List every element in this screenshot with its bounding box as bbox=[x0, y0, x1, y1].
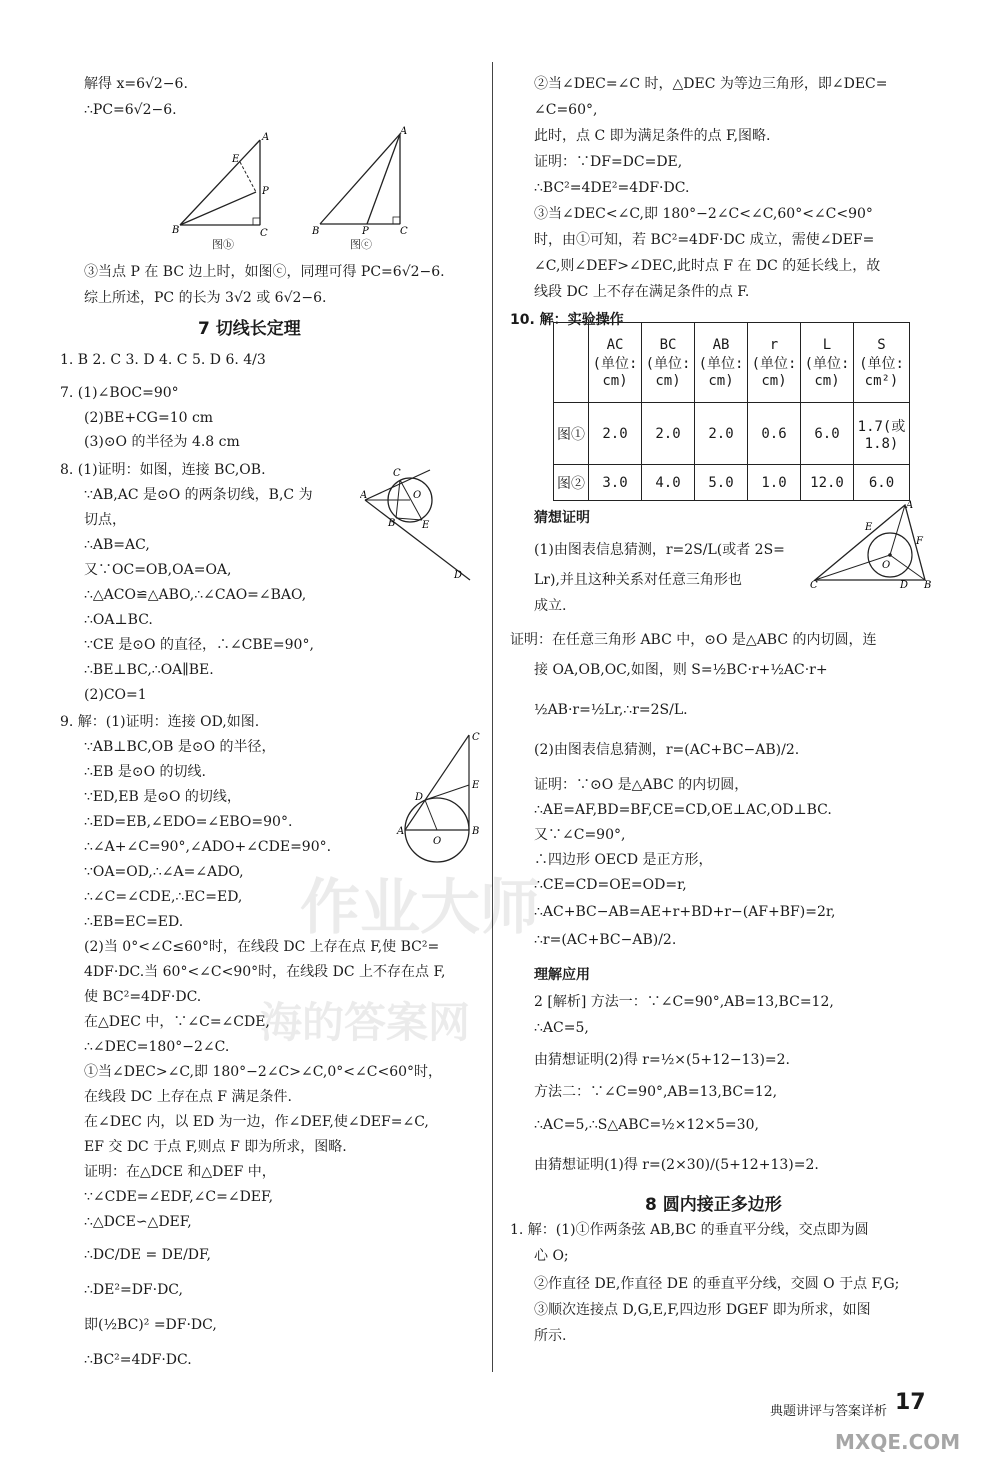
text-line: 由猜想证明(2)得 r=½×(5+12−13)=2. bbox=[534, 1052, 791, 1068]
svg-text:A: A bbox=[400, 126, 408, 137]
text-line: ∵OA=OD,∴∠A=∠ADO, bbox=[84, 864, 244, 880]
text-line: ∴DC/DE = DE/DF, bbox=[84, 1247, 212, 1263]
text-line: 证明：∵⊙O 是△ABC 的内切圆， bbox=[534, 777, 749, 793]
text-line: (1)由图表信息猜测，r=2S/L(或者 2S= bbox=[534, 542, 785, 558]
text-line: ∴PC=6√2−6. bbox=[84, 102, 177, 118]
svg-text:O: O bbox=[413, 490, 422, 501]
table-cell: 1.0 bbox=[748, 465, 801, 501]
text-line: 切点， bbox=[84, 512, 126, 528]
figure-b bbox=[170, 130, 290, 240]
text-line: ∴EB 是⊙O 的切线. bbox=[84, 764, 206, 780]
text-line: (3)⊙O 的半径为 4.8 cm bbox=[84, 434, 240, 450]
text-line: ∴∠A+∠C=90°,∠ADO+∠CDE=90°. bbox=[84, 839, 332, 855]
svg-text:P: P bbox=[262, 186, 269, 197]
text-line: 综上所述，PC 的长为 3√2 或 6√2−6. bbox=[84, 290, 327, 306]
text-line: ②作直径 DE,作直径 DE 的垂直平分线，交圆 O 于点 F,G; bbox=[534, 1276, 900, 1292]
svg-text:A: A bbox=[262, 132, 270, 143]
text-line: 又∵OC=OB,OA=OA, bbox=[84, 562, 232, 578]
text-line: ∴△DCE∽△DEF, bbox=[84, 1214, 192, 1230]
text-line: 证明：在△DCE 和△DEF 中， bbox=[84, 1164, 276, 1180]
table-cell: 5.0 bbox=[695, 465, 748, 501]
text-line: ∵ED,EB 是⊙O 的切线， bbox=[84, 789, 241, 805]
figure-q8 bbox=[360, 460, 480, 585]
text-line: 所示. bbox=[534, 1328, 567, 1344]
text-line: (2)BE+CG=10 cm bbox=[84, 410, 214, 426]
svg-text:D: D bbox=[454, 570, 463, 581]
text-line: ∴DE²=DF·DC, bbox=[84, 1282, 183, 1298]
text-line: ∴∠C=∠CDE,∴EC=ED, bbox=[84, 889, 243, 905]
table-header: S (单位: cm²) bbox=[854, 323, 910, 403]
svg-text:O: O bbox=[882, 560, 891, 571]
text-line: 此时，点 C 即为满足条件的点 F,图略. bbox=[534, 128, 771, 144]
text-line: ②当∠DEC=∠C 时，△DEC 为等边三角形，即∠DEC= bbox=[534, 76, 888, 92]
text-line: 在∠DEC 内，以 ED 为一边，作∠DEF,使∠DEF=∠C, bbox=[84, 1114, 429, 1130]
text-line: ③当∠DEC<∠C,即 180°−2∠C<∠C,60°<∠C<90° bbox=[534, 206, 873, 222]
svg-text:C: C bbox=[393, 468, 401, 479]
answers-1-6: 1. B 2. C 3. D 4. C 5. D 6. 4/3 bbox=[60, 352, 266, 368]
text-line: 线段 DC 上不存在满足条件的点 F. bbox=[534, 284, 750, 300]
table-cell: 4.0 bbox=[642, 465, 695, 501]
watermark-site: MXQE.COM bbox=[835, 1430, 961, 1454]
text-line: 在△DEC 中，∵∠C=∠CDE, bbox=[84, 1014, 270, 1030]
svg-text:A: A bbox=[906, 500, 914, 511]
text-line: ∴OA⊥BC. bbox=[84, 612, 153, 628]
table-header: AC (单位: cm) bbox=[589, 323, 642, 403]
table-cell: 3.0 bbox=[589, 465, 642, 501]
text-line: ∴ED=EB,∠EDO=∠EBO=90°. bbox=[84, 814, 293, 830]
svg-text:B: B bbox=[924, 580, 932, 590]
text-line: 证明：∵DF=DC=DE, bbox=[534, 154, 683, 170]
watermark: 作业大师 bbox=[300, 873, 540, 943]
text-line: 证明：在任意三角形 ABC 中，⊙O 是△ABC 的内切圆，连 bbox=[510, 632, 877, 648]
svg-text:B: B bbox=[172, 225, 180, 236]
svg-text:A: A bbox=[397, 826, 405, 837]
text-line: EF 交 DC 于点 F,则点 F 即为所求，图略. bbox=[84, 1139, 347, 1155]
svg-text:F: F bbox=[916, 536, 923, 547]
row-label: 图② bbox=[554, 465, 589, 501]
figure-q9 bbox=[395, 730, 485, 870]
svg-text:D: D bbox=[415, 792, 424, 803]
text-line: ∴CE=CD=OE=OD=r, bbox=[534, 877, 687, 893]
figure-b-caption: 图ⓑ bbox=[212, 238, 234, 251]
text-line: ∠C=60°, bbox=[534, 102, 598, 118]
figure-c-caption: 图ⓒ bbox=[350, 238, 372, 251]
svg-text:E: E bbox=[422, 520, 430, 531]
text-line: ∴AC=5,∴S△ABC=½×12×5=30, bbox=[534, 1117, 759, 1133]
text-line: Lr),并且这种关系对任意三角形也 bbox=[534, 572, 742, 588]
text-line: 心 O; bbox=[534, 1248, 569, 1264]
row-label: 图① bbox=[554, 403, 589, 465]
text-line: 方法二：∵∠C=90°,AB=13,BC=12, bbox=[534, 1084, 778, 1100]
table-row bbox=[554, 465, 910, 501]
watermark: 海的答案网 bbox=[260, 998, 471, 1047]
table-cell: 6.0 bbox=[801, 403, 854, 465]
text-line: 使 BC²=4DF·DC. bbox=[84, 989, 202, 1005]
apply-title: 理解应用 bbox=[534, 967, 590, 983]
text-line: 即(½BC)² =DF·DC, bbox=[84, 1317, 217, 1333]
text-line: ∴BC²=4DF·DC. bbox=[84, 1352, 192, 1368]
text-line: (2)由图表信息猜测，r=(AC+BC−AB)/2. bbox=[534, 742, 800, 758]
text-line: ∴∠DEC=180°−2∠C. bbox=[84, 1039, 230, 1055]
text-line: ∴r=(AC+BC−AB)/2. bbox=[534, 932, 677, 948]
experiment-table bbox=[553, 322, 910, 501]
figure-c bbox=[310, 126, 420, 241]
svg-text:A: A bbox=[360, 490, 368, 501]
table-header: BC (单位: cm) bbox=[642, 323, 695, 403]
svg-text:C: C bbox=[810, 580, 818, 590]
text-line: 接 OA,OB,OC,如图，则 S=½BC·r+½AC·r+ bbox=[534, 662, 828, 678]
text-line: 时，由①可知，若 BC²=4DF·DC 成立，需使∠DEF= bbox=[534, 232, 875, 248]
text-line: ∠C,则∠DEF>∠DEC,此时点 F 在 DC 的延长线上，故 bbox=[534, 258, 881, 274]
text-line: ∴AC+BC−AB=AE+r+BD+r−(AF+BF)=2r, bbox=[534, 904, 836, 920]
text-line: ∴△ACO≌△ABO,∴∠CAO=∠BAO, bbox=[84, 587, 307, 603]
table-header: r (单位: cm) bbox=[748, 323, 801, 403]
table-cell: 2.0 bbox=[589, 403, 642, 465]
table-corner bbox=[554, 323, 589, 403]
text-line: 1. 解：(1)①作两条弦 AB,BC 的垂直平分线，交点即为圆 bbox=[510, 1222, 869, 1238]
text-line: 由猜想证明(1)得 r=(2×30)/(5+12+13)=2. bbox=[534, 1157, 819, 1173]
svg-text:D: D bbox=[900, 580, 909, 590]
svg-text:C: C bbox=[472, 732, 480, 743]
text-line: 9. 解：(1)证明：连接 OD,如图. bbox=[60, 714, 260, 730]
svg-text:C: C bbox=[400, 226, 408, 237]
text-line: 解得 x=6√2−6. bbox=[84, 76, 188, 92]
q10-heading: 10. 解：实验操作 bbox=[510, 312, 624, 328]
svg-text:E: E bbox=[232, 154, 240, 165]
text-line: (2)CO=1 bbox=[84, 687, 147, 703]
table-header: L (单位: cm) bbox=[801, 323, 854, 403]
svg-text:C: C bbox=[260, 228, 268, 239]
text-line: 7. (1)∠BOC=90° bbox=[60, 385, 179, 401]
table-cell: 2.0 bbox=[695, 403, 748, 465]
text-line: ∴BE⊥BC,∴OA∥BE. bbox=[84, 662, 214, 678]
table-cell: 1.7(或1.8) bbox=[854, 403, 910, 465]
text-line: ①当∠DEC>∠C,即 180°−2∠C>∠C,0°<∠C<60°时， bbox=[84, 1064, 443, 1080]
text-line: 2 [解析] 方法一：∵∠C=90°,AB=13,BC=12, bbox=[534, 994, 834, 1010]
text-line: ∵∠CDE=∠EDF,∠C=∠DEF, bbox=[84, 1189, 274, 1205]
table-cell: 0.6 bbox=[748, 403, 801, 465]
figure-incircle bbox=[810, 500, 935, 590]
text-line: ∵AB⊥BC,OB 是⊙O 的半径， bbox=[84, 739, 276, 755]
section-title-8: 8 圆内接正多边形 bbox=[645, 1195, 782, 1215]
table-row bbox=[554, 403, 910, 465]
svg-text:E: E bbox=[865, 522, 873, 533]
column-divider bbox=[492, 62, 493, 1372]
table-cell: 12.0 bbox=[801, 465, 854, 501]
guess-title: 猜想证明 bbox=[534, 510, 590, 526]
text-line: 又∵∠C=90°, bbox=[534, 827, 626, 843]
table-header: AB (单位: cm) bbox=[695, 323, 748, 403]
svg-text:E: E bbox=[472, 780, 480, 791]
table-cell: 6.0 bbox=[854, 465, 910, 501]
text-line: ∴EB=EC=ED. bbox=[84, 914, 184, 930]
svg-text:O: O bbox=[433, 836, 442, 847]
text-line: ∵CE 是⊙O 的直径，∴∠CBE=90°, bbox=[84, 637, 314, 653]
text-line: ∴AC=5, bbox=[534, 1020, 589, 1036]
footer-text: 典题讲评与答案详析 bbox=[770, 1404, 888, 1419]
text-line: 8. (1)证明：如图，连接 BC,OB. bbox=[60, 462, 266, 478]
svg-text:P: P bbox=[362, 226, 369, 237]
text-line: ③当点 P 在 BC 边上时，如图ⓒ，同理可得 PC=6√2−6. bbox=[84, 264, 445, 280]
text-line: 在线段 DC 上存在点 F 满足条件. bbox=[84, 1089, 292, 1105]
text-line: ∴AB=AC, bbox=[84, 537, 150, 553]
text-line: 4DF·DC.当 60°<∠C<90°时，在线段 DC 上不存在点 F, bbox=[84, 964, 446, 980]
table-cell: 2.0 bbox=[642, 403, 695, 465]
text-line: ½AB·r=½Lr,∴r=2S/L. bbox=[534, 702, 688, 718]
svg-text:B: B bbox=[388, 518, 396, 529]
text-line: ∵AB,AC 是⊙O 的两条切线，B,C 为 bbox=[84, 487, 313, 503]
text-line: ∴AE=AF,BD=BF,CE=CD,OE⊥AC,OD⊥BC. bbox=[534, 802, 832, 818]
text-line: ∴四边形 OECD 是正方形， bbox=[534, 852, 713, 868]
svg-text:B: B bbox=[312, 226, 320, 237]
section-title-7: 7 切线长定理 bbox=[198, 319, 301, 339]
svg-text:B: B bbox=[472, 826, 480, 837]
text-line: (2)当 0°<∠C≤60°时，在线段 DC 上存在点 F,使 BC²= bbox=[84, 939, 440, 955]
page-number: 17 bbox=[895, 1390, 926, 1415]
text-line: ③顺次连接点 D,G,E,F,四边形 DGEF 即为所求，如图 bbox=[534, 1302, 871, 1318]
text-line: 成立. bbox=[534, 598, 567, 614]
text-line: ∴BC²=4DE²=4DF·DC. bbox=[534, 180, 690, 196]
